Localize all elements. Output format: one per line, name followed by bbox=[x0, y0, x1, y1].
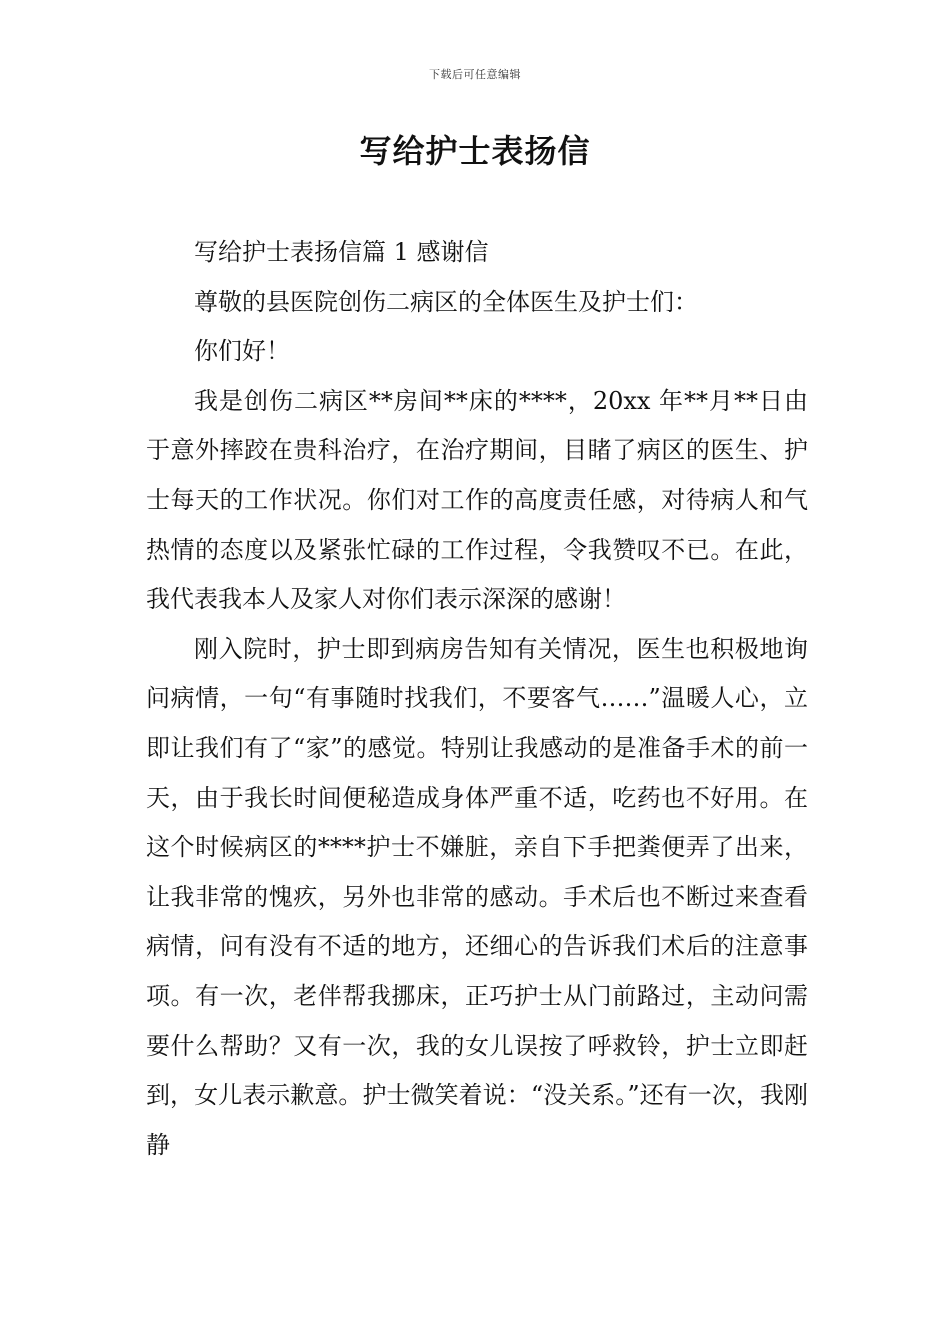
paragraph-subtitle: 写给护士表扬信篇 1 感谢信 bbox=[194, 238, 489, 266]
header-note: 下载后可任意编辑 bbox=[429, 68, 521, 81]
paragraph-greeting: 你们好！ bbox=[194, 337, 290, 366]
document-body bbox=[146, 228, 808, 1170]
paragraph-salutation: 尊敬的县医院创伤二病区的全体医生及护士们： bbox=[194, 287, 698, 316]
document-title: 写给护士表扬信 bbox=[359, 132, 591, 170]
paragraph-body: 我是创伤二病区**房间**床的****，20xx 年**月**日由于意外摔跤在贵科治疗，在治疗期间，目睹了病区的医生、护士每天的工作状况。你们对工作的高度责任感，对待病人和气热情的态度以及紧张忙碌的工作过程，令我赞叹不已。在此，我代表我本人及家人对你们表示深深的感谢！ bbox=[146, 386, 808, 614]
paragraph-body: 刚入院时，护士即到病房告知有关情况，医生也积极地询问病情，一句“有事随时找我们，不要客气……”温暖人心，立即让我们有了“家”的感觉。特别让我感动的是准备手术的前一天，由于我长时间便秘造成身体严重不适，吃药也不好用。在这个时候病区的****护士不嫌脏，亲自下手把粪便弄了出来，让我非常的愧疚，另外也非常的感动。手术后也不断过来查看病情，问有没有不适的地方，还细心的告诉我们术后的注意事项。有一次，老伴帮我挪床，正巧护士从门前路过，主动问需要什么帮助？又有一次，我的女儿误按了呼救铃，护士立即赶到，女儿表示歉意。护士微笑着说：“没关系。”还有一次，我刚静 bbox=[146, 634, 808, 1159]
